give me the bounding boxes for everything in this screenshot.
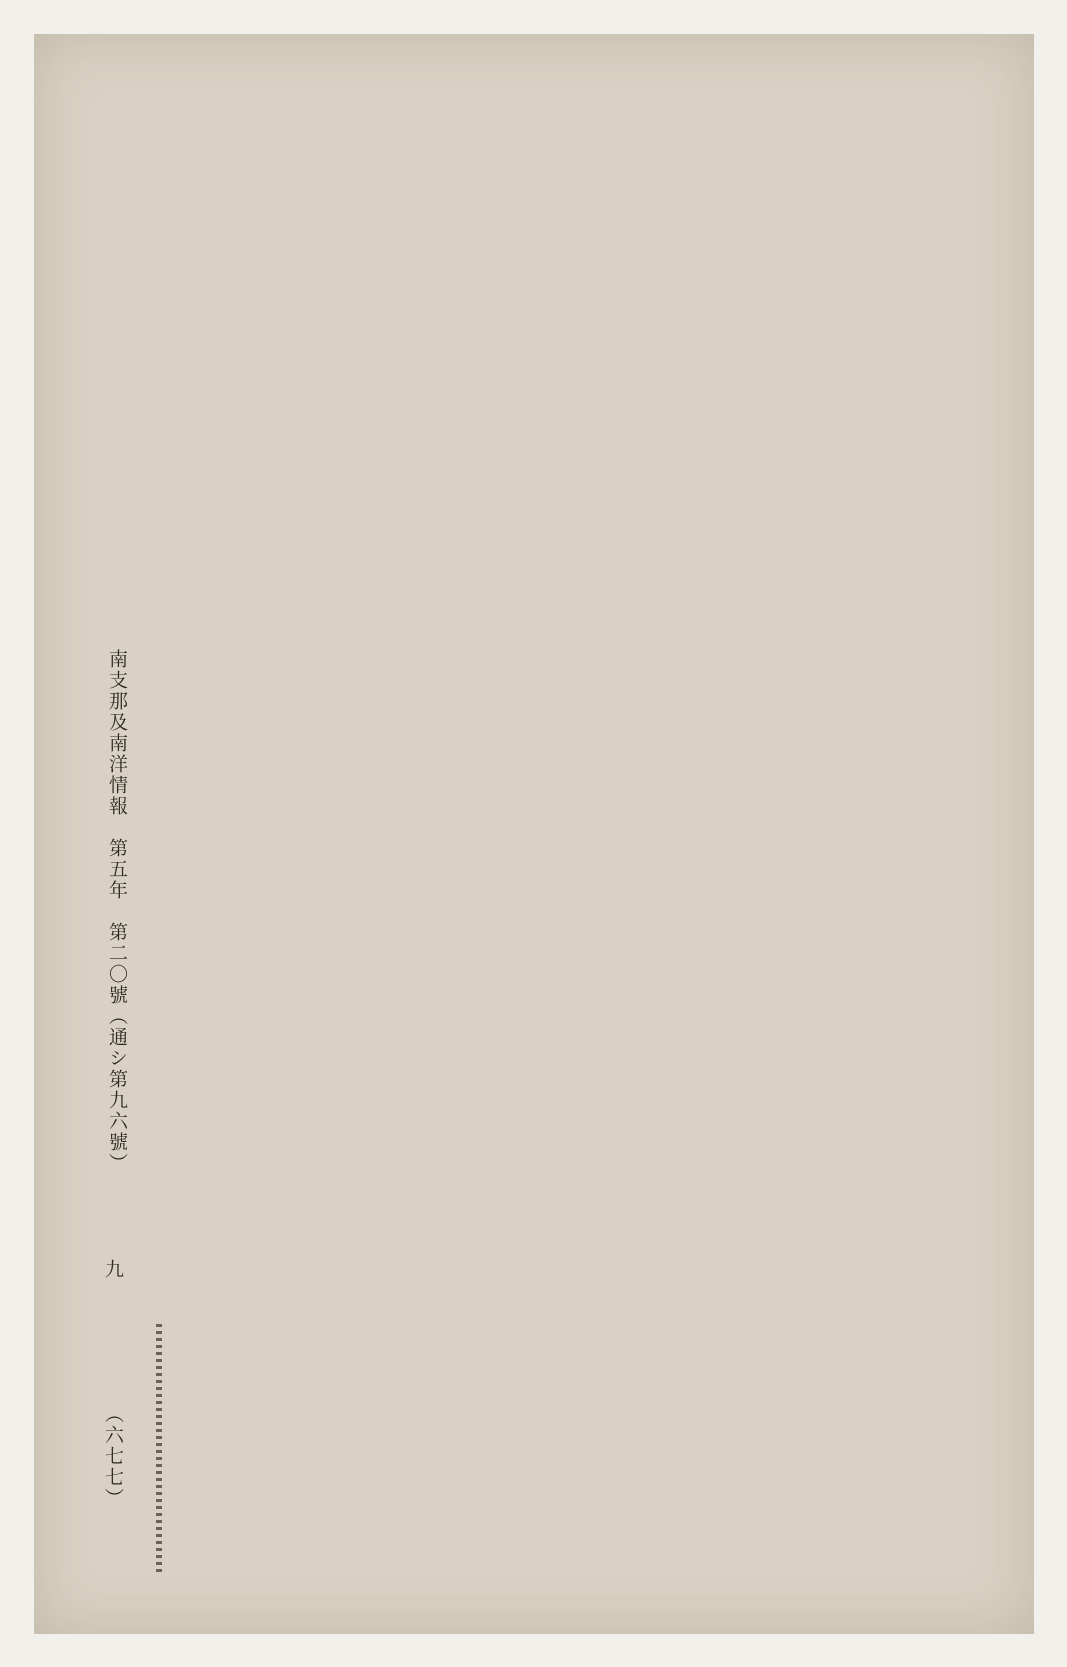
page-number-total: （六七七）: [102, 1404, 124, 1509]
wavy-divider: [156, 1324, 162, 1574]
upper-body-text: [164, 184, 974, 844]
journal-footer: 南支那及南洋情報 第五年 第二〇號（通シ第九六號）: [106, 649, 128, 1174]
lower-body-text: [164, 914, 974, 1474]
page-number: 九: [102, 1259, 124, 1280]
page: [34, 34, 1034, 1634]
